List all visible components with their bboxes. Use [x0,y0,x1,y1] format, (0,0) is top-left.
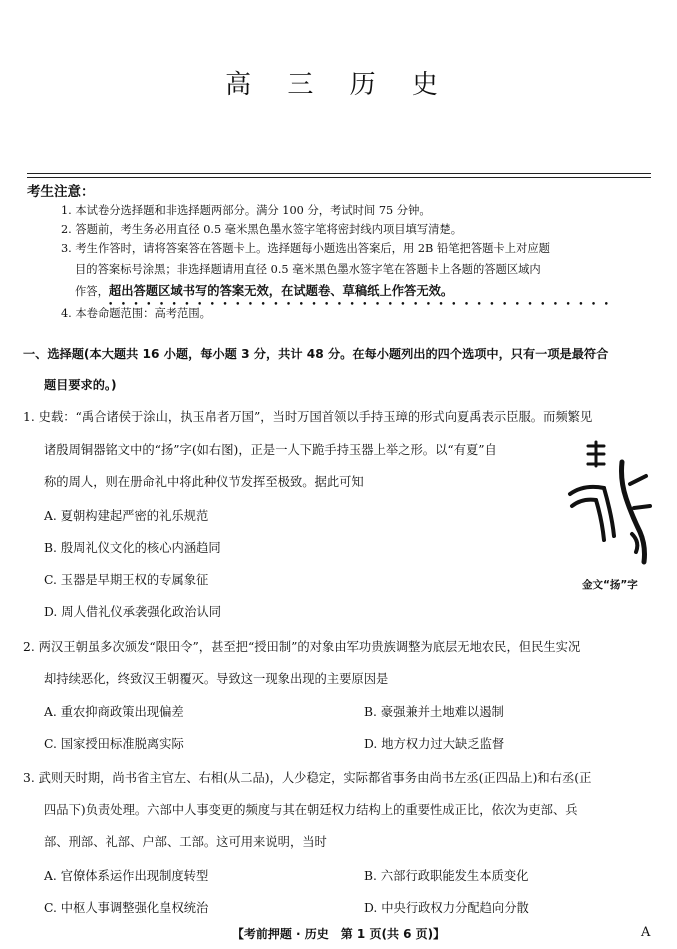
q1-option-d: D. 周人借礼仪承袭强化政治认同 [44,605,222,619]
q1-stem-line-1: 1. 史载：“禹合诸侯于涂山，执玉帛者万国”，当时万国首领以手持玉璋的形式向夏禹表示臣服。而频繁见 [23,410,593,424]
paper-version: A [641,925,651,940]
header-rule-thick [27,173,651,174]
notice-item-3: 3. 考生作答时，请将答案答在答题卡上。选择题每小题选出答案后，用 2B 铅笔把答题卡上对应题 [61,242,550,255]
notice-item-3-tail: 作答， [75,285,109,298]
q2-stem-line-2: 却持续恶化，终致汉王朝覆灭。导致这一现象出现的主要原因是 [44,672,389,686]
section-heading: 一、选择题(本大题共 16 小题，每小题 3 分，共计 48 分。在每小题列出的四个选项中，只有一项是最符合 [23,347,609,361]
notice-item-3-end [75,282,453,301]
notice-heading: 考生注意： [27,184,95,200]
header-rule-thin [27,177,651,178]
q2-option-d: D. 地方权力过大缺乏监督 [364,737,505,751]
q3-stem-line-1: 3. 武则天时期，尚书省主官左、右相(从二品)，人少稳定，实际都省事务由尚书左丞(正四品上)和右丞(正 [23,771,592,785]
q1-option-b: B. 殷周礼仪文化的核心内涵趋同 [44,541,221,555]
q1-stem-line-2: 诸殷周铜器铭文中的“扬”字(如右图)，正是一人下跪手持玉器上举之形。以“有夏”自 [44,443,497,457]
notice-item-3-cont: 目的答案标号涂黑；非选择题请用直径 0.5 毫米黑色墨水签字笔在答题卡上各题的答题区域内 [75,263,541,276]
q2-option-c: C. 国家授田标准脱离实际 [44,737,184,751]
bronze-inscription-figure [560,436,660,576]
notice-item-1: 1. 本试卷分选择题和非选择题两部分。满分 100 分，考试时间 75 分钟。 [61,204,431,217]
page-footer: 【考前押题 · 历史 第 1 页(共 6 页)】 [231,927,446,941]
figure-caption: 金文“扬”字 [582,579,638,591]
notice-warning: 超出答题区域书写的答案无效，在试题卷、草稿纸上作答无效。 [108,284,454,298]
q3-option-a: A. 官僚体系运作出现制度转型 [44,869,209,883]
q3-stem-line-2: 四品下)负责处理。六部中人事变更的频度与其在朝廷权力结构上的重要性成正比，依次为吏部、兵 [44,803,578,817]
emphasis-dots: •••••••••••••••••••••••••••••••••••••••• [108,300,617,310]
notice-item-4: 4. 本卷命题范围：高考范围。 [61,307,211,320]
section-heading-cont: 题目要求的。) [44,378,117,392]
q1-stem-line-3: 称的周人，则在册命礼中将此种仪节发挥至极致。据此可知 [44,475,364,489]
q3-option-d: D. 中央行政权力分配趋向分散 [364,901,529,915]
notice-item-2: 2. 答题前，考生务必用直径 0.5 毫米黑色墨水签字笔将密封线内项目填写清楚。 [61,223,463,236]
q3-option-c: C. 中枢人事调整强化皇权统治 [44,901,209,915]
q3-option-b: B. 六部行政职能发生本质变化 [364,869,529,883]
q1-option-c: C. 玉器是早期王权的专属象征 [44,573,209,587]
page-title: 高 三 历 史 [225,70,452,100]
q3-stem-line-3: 部、刑部、礼部、户部、工部。这可用来说明，当时 [44,835,327,849]
q2-option-b: B. 豪强兼并土地难以遏制 [364,705,504,719]
q2-stem-line-1: 2. 两汉王朝虽多次颁发“限田令”，甚至把“授田制”的对象由军功贵族调整为底层无地农民，但民生实况 [23,640,581,654]
q2-option-a: A. 重农抑商政策出现偏差 [44,705,184,719]
q1-option-a: A. 夏朝构建起严密的礼乐规范 [44,509,209,523]
